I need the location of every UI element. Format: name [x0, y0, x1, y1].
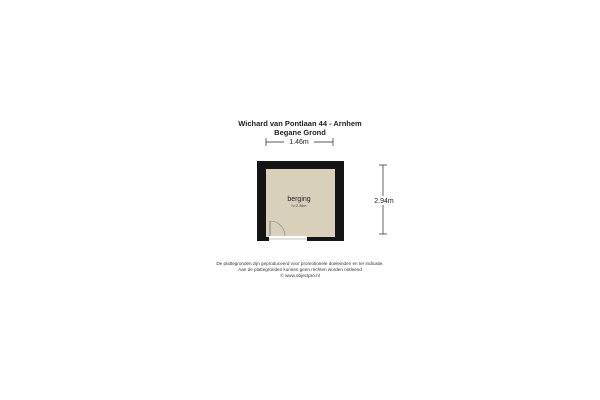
depth-dimension-label: 2.94m — [374, 198, 394, 205]
width-dimension-label: 1.46m — [289, 139, 309, 146]
plan-title: Wichard van Pontlaan 44 - Arnhem — [238, 119, 362, 128]
copyright-line: © www.objectpro.nl — [280, 273, 320, 278]
room-height: h=2.38m — [291, 204, 307, 208]
width-dimension — [266, 138, 333, 147]
depth-dimension — [368, 165, 399, 234]
disclaimer-line-2: Aan de plattegronden kunnen geen rechten worden ontleend — [238, 267, 362, 272]
disclaimer-line-1: De plattegronden zijn geproduceerd voor promotionele doeleinden en ter indicatie. — [216, 261, 384, 266]
room-floor — [266, 169, 335, 237]
room-name: berging — [287, 196, 311, 203]
floor-name: Begane Grond — [274, 128, 326, 137]
